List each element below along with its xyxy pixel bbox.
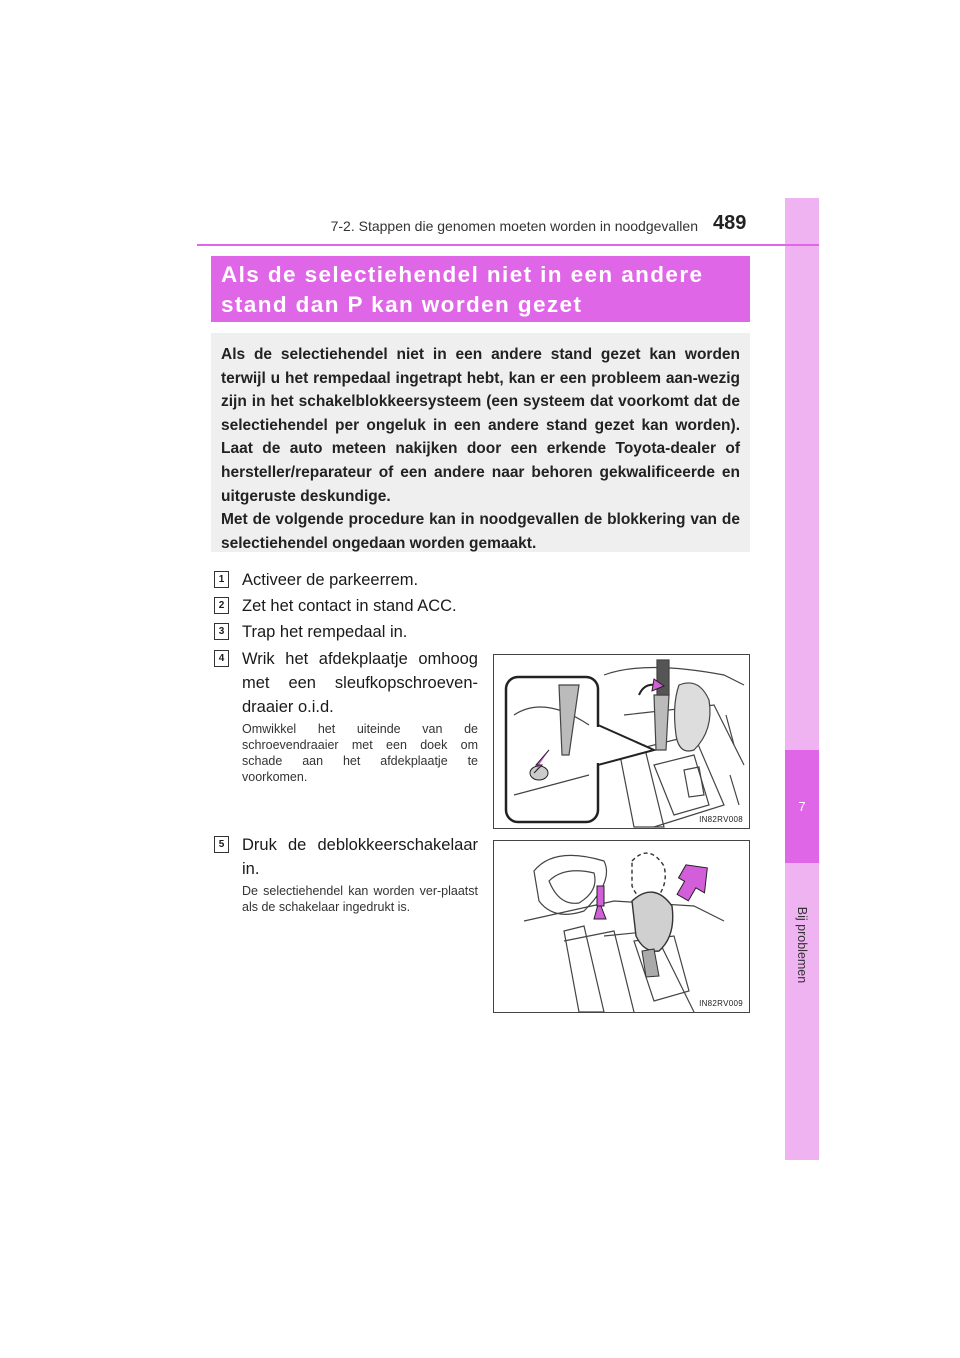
step-number-badge: 1 (214, 571, 229, 588)
step-text-line: draaier o.i.d. (242, 698, 334, 716)
figure-code: IN82RV008 (699, 815, 743, 824)
intro-box (211, 333, 750, 552)
step-text-line: Wrik het afdekplaatje omhoog (242, 650, 478, 668)
step-text (242, 833, 478, 881)
figure-code: IN82RV009 (699, 999, 743, 1008)
shift-lever-drawing (494, 841, 749, 1012)
step-text: Trap het rempedaal in. (242, 623, 408, 641)
heading-line-1: Als de selectiehendel niet in een andere (221, 262, 704, 287)
chapter-label: Bij problemen (795, 906, 809, 984)
intro-paragraph-1: Als de selectiehendel niet in een andere stand gezet kan worden terwijl u het rempedaal ingetrapt hebt, kan er een probleem aan-wezig zijn in het schakelblokkeersysteem (een systeem dat voorkomt dat de selectiehendel per ongeluk in een andere stand gezet kan worden). Laat de auto meteen nakijken door een erkende Toyota-dealer of hersteller/reparateur of een andere naar behoren gekwalificeerde en uitgeruste deskundige. (221, 346, 740, 505)
intro-paragraph-2: Met de volgende procedure kan in noodgevallen de blokkering van de selectiehendel ongedaan worden gemaakt. (221, 511, 740, 552)
section-heading (211, 256, 750, 322)
chapter-side-tab (785, 198, 819, 1160)
step-text-line: in. (242, 860, 260, 878)
step-number-badge: 5 (214, 836, 229, 853)
illustration-release-button (493, 840, 750, 1013)
move-arrow-icon (671, 858, 716, 906)
step-number-badge: 4 (214, 650, 229, 667)
detail-inset (506, 677, 598, 822)
heading-line-2: stand dan P kan worden gezet (221, 292, 583, 317)
step-number-badge: 2 (214, 597, 229, 614)
header-divider (197, 244, 819, 246)
step-text-line: met een sleufkopschroeven- (242, 674, 478, 692)
step-text-line: Druk de deblokkeerschakelaar (242, 836, 478, 854)
step-number-badge: 3 (214, 623, 229, 640)
illustration-cover-removal (493, 654, 750, 829)
step-note: Omwikkel het uiteinde van de schroevendraaier met een doek om schade aan het afdekplaatje te voorkomen. (242, 722, 478, 784)
section-title: 7-2. Stappen die genomen moeten worden in noodgevallen (330, 218, 698, 234)
step-text: Activeer de parkeerrem. (242, 571, 419, 589)
page-number: 489 (713, 212, 747, 234)
step-note: De selectiehendel kan worden ver-plaatst als de schakelaar ingedrukt is. (242, 884, 478, 914)
step-text (242, 647, 478, 719)
chapter-label-box (785, 870, 819, 1020)
chapter-number: 7 (785, 750, 819, 863)
shift-console-drawing (494, 655, 749, 828)
shift-lever-icon (632, 892, 673, 951)
step-text: Zet het contact in stand ACC. (242, 597, 457, 615)
